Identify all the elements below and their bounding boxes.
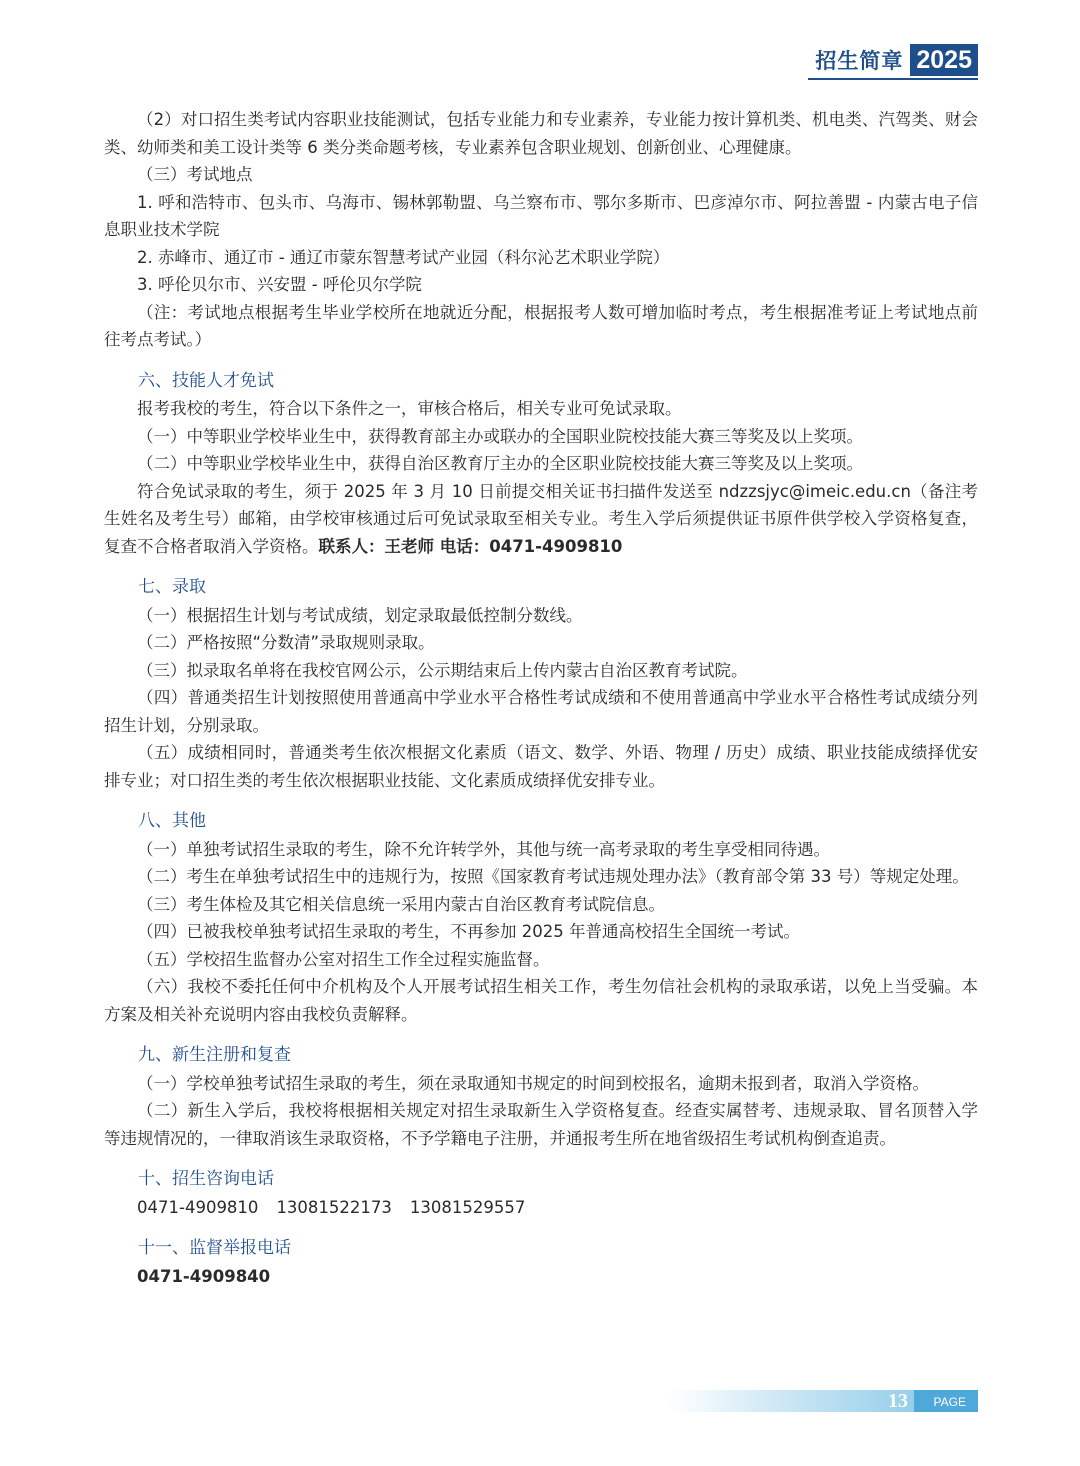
paragraph bbox=[104, 271, 978, 299]
paragraph bbox=[104, 299, 978, 354]
paragraph bbox=[104, 1097, 978, 1152]
section-heading: 九、新生注册和复查 bbox=[138, 1045, 291, 1065]
paragraph-text: （二）新生入学后，我校将根据相关规定对招生录取新生入学资格复查。经查实属替考、违规录取、冒名顶替入学等违规情况的，一律取消该生录取资格，不予学籍电子注册，并通报考生所在地省级招生考试机构倒查追责。 bbox=[104, 1101, 978, 1148]
paragraph bbox=[104, 244, 978, 272]
section-heading: 七、录取 bbox=[138, 577, 206, 597]
phone-number: 0471-4909810 bbox=[137, 1197, 259, 1217]
section-heading: 十一、监督举报电话 bbox=[138, 1238, 291, 1258]
paragraph bbox=[104, 946, 978, 974]
contact-info: 联系人：王老师 电话：0471-4909810 bbox=[318, 536, 623, 556]
paragraph-text: （五）学校招生监督办公室对招生工作全过程实施监督。 bbox=[137, 949, 550, 969]
paragraph-text: （一）单独考试招生录取的考生，除不允许转学外，其他与统一高考录取的考生享受相同待遇。 bbox=[137, 839, 830, 859]
document-body bbox=[104, 106, 978, 1290]
header-title: 招生简章 bbox=[815, 49, 904, 73]
paragraph-text: （二）中等职业学校毕业生中，获得自治区教育厅主办的全区职业院校技能大赛三等奖及以上奖项。 bbox=[137, 454, 863, 473]
paragraph bbox=[104, 836, 978, 864]
paragraph-text: （三）考试地点 bbox=[137, 165, 253, 184]
paragraph bbox=[104, 863, 978, 891]
paragraph-text: （一）中等职业学校毕业生中，获得教育部主办或联办的全国职业院校技能大赛三等奖及以上奖项。 bbox=[137, 426, 863, 446]
paragraph bbox=[104, 891, 978, 919]
paragraph bbox=[104, 684, 978, 739]
phone-number: 13081522173 bbox=[276, 1197, 392, 1217]
paragraph-text: （二）考生在单独考试招生中的违规行为，按照《国家教育考试违规处理办法》（教育部令第 33 号）等规定处理。 bbox=[137, 867, 969, 886]
header-year-badge: 2025 bbox=[910, 44, 978, 76]
paragraph bbox=[104, 918, 978, 946]
paragraph bbox=[104, 395, 978, 423]
paragraph-text: （一）学校单独考试招生录取的考生，须在录取通知书规定的时间到校报名，逾期未报到者，取消入学资格。 bbox=[137, 1073, 929, 1093]
paragraph-text: （三）拟录取名单将在我校官网公示，公示期结束后上传内蒙古自治区教育考试院。 bbox=[137, 660, 748, 680]
paragraph-text: （一）根据招生计划与考试成绩，划定录取最低控制分数线。 bbox=[137, 605, 583, 625]
paragraph-text: （四）普通类招生计划按照使用普通高中学业水平合格性考试成绩和不使用普通高中学业水平合格性考试成绩分列招生计划，分别录取。 bbox=[104, 688, 978, 735]
paragraph bbox=[104, 602, 978, 630]
paragraph bbox=[104, 189, 978, 244]
paragraph-text: （四）已被我校单独考试招生录取的考生，不再参加 2025 年普通高校招生全国统一考试。 bbox=[137, 922, 800, 941]
paragraph-text: 3. 呼伦贝尔市、兴安盟 - 呼伦贝尔学院 bbox=[137, 275, 422, 294]
paragraph-text: 2. 赤峰市、通辽市 - 通辽市蒙东智慧考试产业园（科尔沁艺术职业学院） bbox=[137, 247, 670, 267]
paragraph-text: （注：考试地点根据考生毕业学校所在地就近分配，根据报考人数可增加临时考点，考生根据准考证上考试地点前往考点考试。） bbox=[104, 302, 978, 349]
paragraph-text: 1. 呼和浩特市、包头市、乌海市、锡林郭勒盟、乌兰察布市、鄂尔多斯市、巴彦淖尔市、阿拉善盟 - 内蒙古电子信息职业技术学院 bbox=[104, 192, 978, 239]
paragraph bbox=[104, 478, 978, 561]
section-heading: 十、招生咨询电话 bbox=[138, 1169, 274, 1189]
paragraph-text: （2）对口招生类考试内容职业技能测试，包括专业能力和专业素养，专业能力按计算机类、机电类、汽驾类、财会类、幼师类和美工设计类等 6 类分类命题考核，专业素养包含职业规划、创新创业、心理健康。 bbox=[104, 110, 978, 157]
paragraph bbox=[104, 161, 978, 189]
paragraph-text: 符合免试录取的考生，须于 2025 年 3 月 10 日前提交相关证书扫描件发送至 ndzzsjyc@imeic.edu.cn（备注考生姓名及考生号）邮箱，由学校审核通过后可免试录取至相关专业。考生入学后须提供证书原件供学校入学资格复查，复查不合格者取消入学资格。 bbox=[104, 481, 978, 556]
section-heading: 六、技能人才免试 bbox=[138, 370, 274, 391]
page-label: PAGE bbox=[933, 1395, 966, 1409]
paragraph bbox=[104, 106, 978, 161]
phone-number: 0471-4909840 bbox=[137, 1266, 271, 1286]
paragraph bbox=[104, 657, 978, 685]
paragraph-text: （三）考生体检及其它相关信息统一采用内蒙古自治区教育考试院信息。 bbox=[137, 894, 665, 914]
paragraph bbox=[104, 1070, 978, 1098]
paragraph bbox=[104, 629, 978, 657]
page-header bbox=[815, 44, 978, 76]
paragraph bbox=[104, 973, 978, 1028]
paragraph-text: （五）成绩相同时，普通类考生依次根据文化素质（语文、数学、外语、物理 / 历史）成绩、职业技能成绩择优安排专业；对口招生类的考生依次根据职业技能、文化素质成绩择优安排专业。 bbox=[104, 743, 978, 790]
paragraph-text: （六）我校不委托任何中介机构及个人开展考试招生相关工作，考生勿信社会机构的录取承诺，以免上当受骗。本方案及相关补充说明内容由我校负责解释。 bbox=[104, 977, 978, 1024]
page-number: 13 bbox=[888, 1390, 908, 1412]
phone-number: 13081529557 bbox=[409, 1197, 526, 1217]
paragraph-text: （二）严格按照“分数清”录取规则录取。 bbox=[137, 633, 435, 652]
paragraph bbox=[104, 450, 978, 478]
section-heading: 八、其他 bbox=[138, 811, 206, 831]
paragraph bbox=[104, 739, 978, 794]
paragraph bbox=[104, 423, 978, 451]
phone-list bbox=[104, 1194, 978, 1222]
paragraph-text: 报考我校的考生，符合以下条件之一，审核合格后，相关专业可免试录取。 bbox=[137, 399, 682, 418]
page-footer bbox=[668, 1390, 978, 1412]
header-divider bbox=[808, 78, 978, 80]
